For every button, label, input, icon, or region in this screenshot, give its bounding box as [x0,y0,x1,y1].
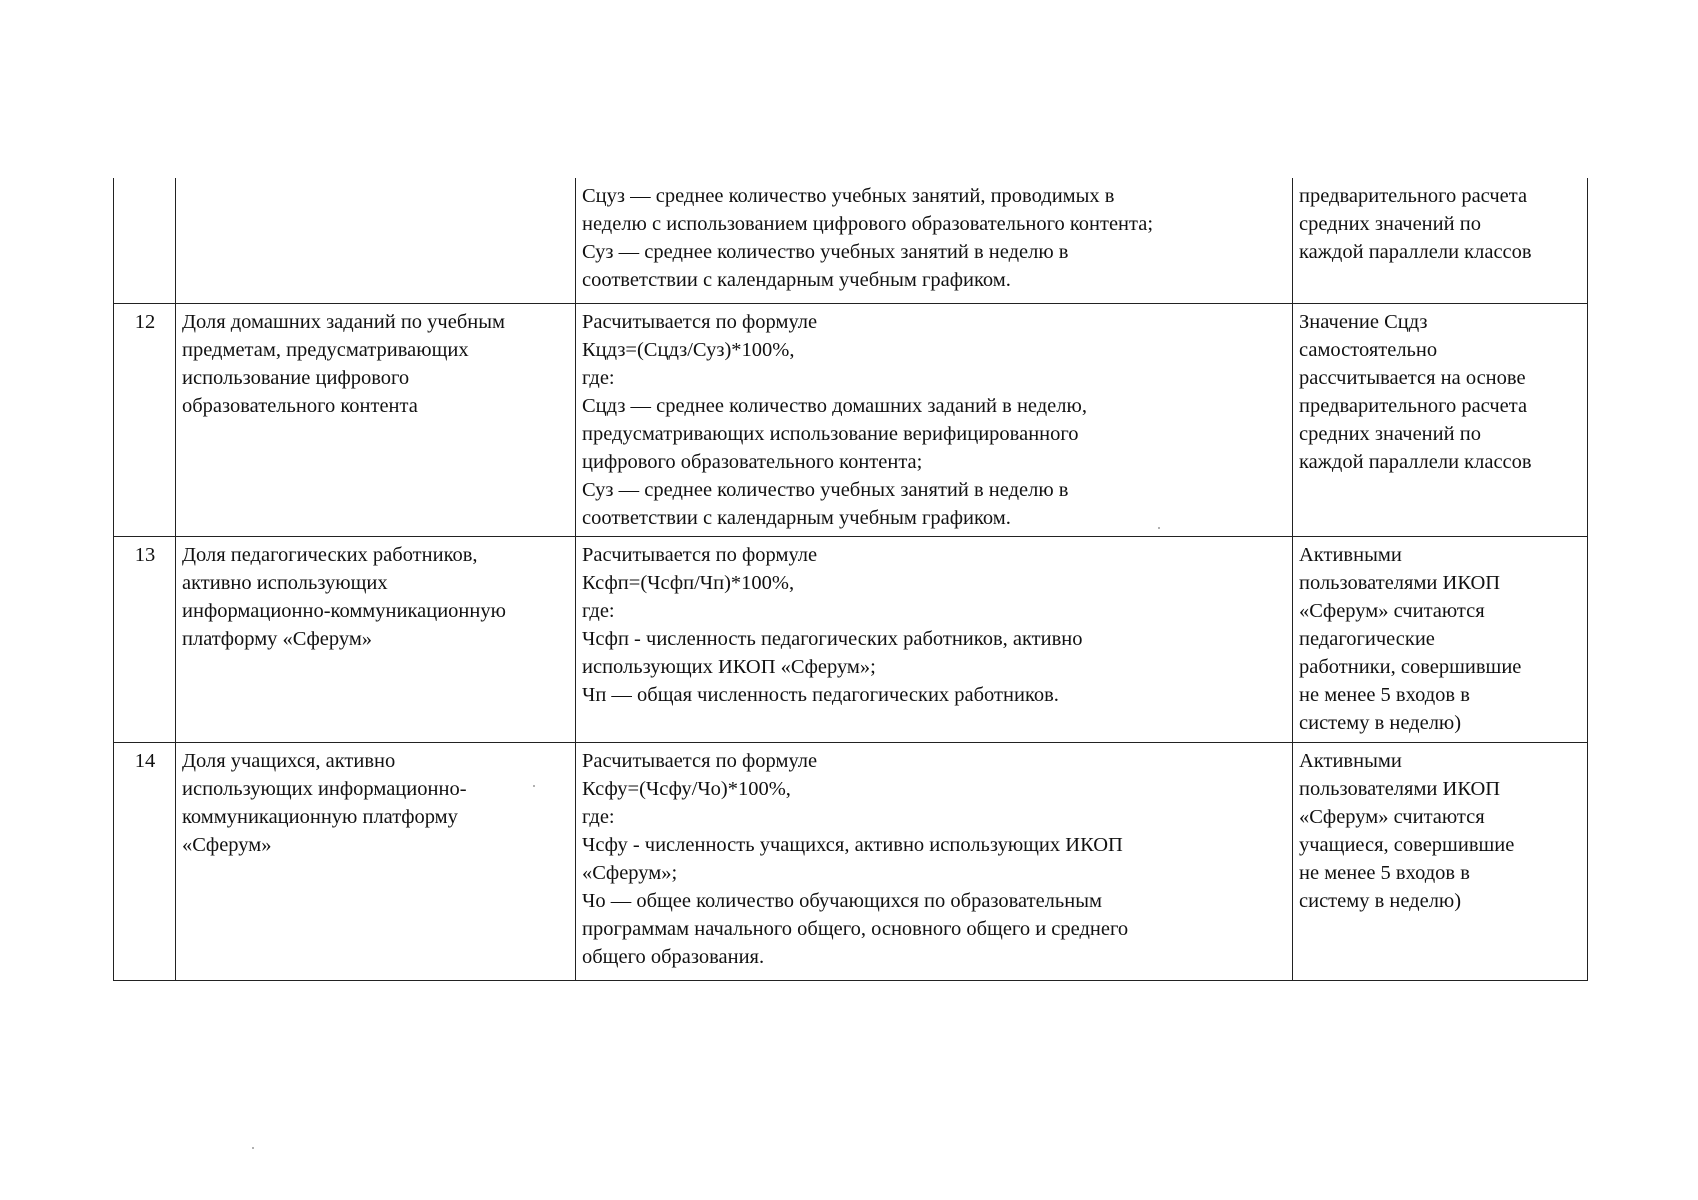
method-text-line: цифрового образовательного контента; [582,450,923,473]
method-text-line: соответствии с календарным учебным графиком. [582,506,1011,529]
cell-name [176,536,576,742]
cell-num: 14 [114,742,176,980]
method-text-line: использующих ИКОП «Сферум»; [582,655,876,678]
name-text-line: Доля домашних заданий по учебным [182,310,505,333]
method-text-line: где: [582,599,615,622]
table-row [114,178,1588,303]
note-text-line: Значение Сцдз [1299,310,1428,333]
method-text-line: где: [582,366,615,389]
method-text-line: Сцуз — среднее количество учебных занятий, проводимых в [582,185,1115,207]
cell-method [576,742,1293,980]
cell-note [1293,742,1588,980]
name-text-line: предметам, предусматривающих [182,338,469,361]
note-text-line: Активными [1299,749,1402,772]
method-text-line: «Сферум»; [582,861,678,884]
indicators-table-body [114,178,1588,980]
name-text-line: образовательного контента [182,394,418,417]
cell-note [1293,536,1588,742]
name-text-line: Доля учащихся, активно [182,749,396,772]
method-text-line: Расчитывается по формуле [582,310,818,333]
name-text-line: активно использующих [182,571,388,594]
note-text-line: «Сферум» считаются [1299,805,1485,828]
cell-name [176,178,576,303]
method-text-line: где: [582,805,615,828]
note-text-line: пользователями ИКОП [1299,571,1501,594]
note-text-line: средних значений по [1299,422,1481,445]
method-text-line: неделю с использованием цифрового образовательного контента; [582,213,1154,235]
name-text-line: Доля педагогических работников, [182,543,478,566]
note-text-line: каждой параллели классов [1299,241,1532,263]
method-text-line: Чп — общая численность педагогических работников. [582,683,1059,706]
note-text-line: средних значений по [1299,213,1481,235]
cell-note [1293,303,1588,536]
table-row [114,536,1588,742]
note-text-line: не менее 5 входов в [1299,861,1470,884]
method-text-line: предусматривающих использование верифицированного [582,422,1079,445]
method-text-line: Суз — среднее количество учебных занятий в неделю в [582,478,1069,501]
method-text-line: Расчитывается по формуле [582,543,818,566]
cell-method [576,178,1293,303]
cell-method [576,536,1293,742]
method-text-line: Чсфп - численность педагогических работников, активно [582,627,1083,650]
method-text-line: общего образования. [582,945,765,968]
note-text-line: самостоятельно [1299,338,1438,361]
note-text-line: пользователями ИКОП [1299,777,1501,800]
note-text-line: учащиеся, совершившие [1299,833,1515,856]
cell-name [176,742,576,980]
note-text-line: предварительного расчета [1299,185,1528,207]
note-text-line: педагогические [1299,627,1435,650]
name-text-line: информационно-коммуникационную [182,599,506,622]
method-text-line: Ксфп=(Чсфп/Чп)*100%, [582,571,795,594]
cell-num: 13 [114,536,176,742]
method-text-line: Ксфу=(Чсфу/Чо)*100%, [582,777,791,800]
method-text-line: Кцдз=(Сцдз/Суз)*100%, [582,338,795,361]
method-text-line: Суз — среднее количество учебных занятий в неделю в [582,241,1069,263]
note-text-line: не менее 5 входов в [1299,683,1470,706]
note-text-line: работники, совершившие [1299,655,1522,678]
cell-num [114,178,176,303]
note-text-line: Активными [1299,543,1402,566]
cell-note [1293,178,1588,303]
name-text-line: платформу «Сферум» [182,627,373,650]
method-text-line: Расчитывается по формуле [582,749,818,772]
method-text-line: Чсфу - численность учащихся, активно использующих ИКОП [582,833,1123,856]
scan-speck [533,785,535,787]
table-row [114,303,1588,536]
note-text-line: каждой параллели классов [1299,450,1532,473]
name-text-line: использующих информационно- [182,777,467,800]
name-text-line: «Сферум» [182,833,272,856]
cell-num: 12 [114,303,176,536]
note-text-line: систему в неделю) [1299,889,1462,912]
cell-method [576,303,1293,536]
name-text-line: коммуникационную платформу [182,805,458,828]
name-text-line: использование цифрового [182,366,410,389]
note-text-line: предварительного расчета [1299,394,1528,417]
indicators-table [113,178,1588,981]
method-text-line: программам начального общего, основного общего и среднего [582,917,1129,940]
method-text-line: соответствии с календарным учебным графиком. [582,269,1011,291]
note-text-line: систему в неделю) [1299,711,1462,734]
method-text-line: Чо — общее количество обучающихся по образовательным [582,889,1102,912]
scan-speck [1158,527,1160,529]
cell-name [176,303,576,536]
scan-speck [252,1147,254,1149]
table-row [114,742,1588,980]
note-text-line: «Сферум» считаются [1299,599,1485,622]
note-text-line: рассчитывается на основе [1299,366,1526,389]
method-text-line: Сцдз — среднее количество домашних заданий в неделю, [582,394,1087,417]
